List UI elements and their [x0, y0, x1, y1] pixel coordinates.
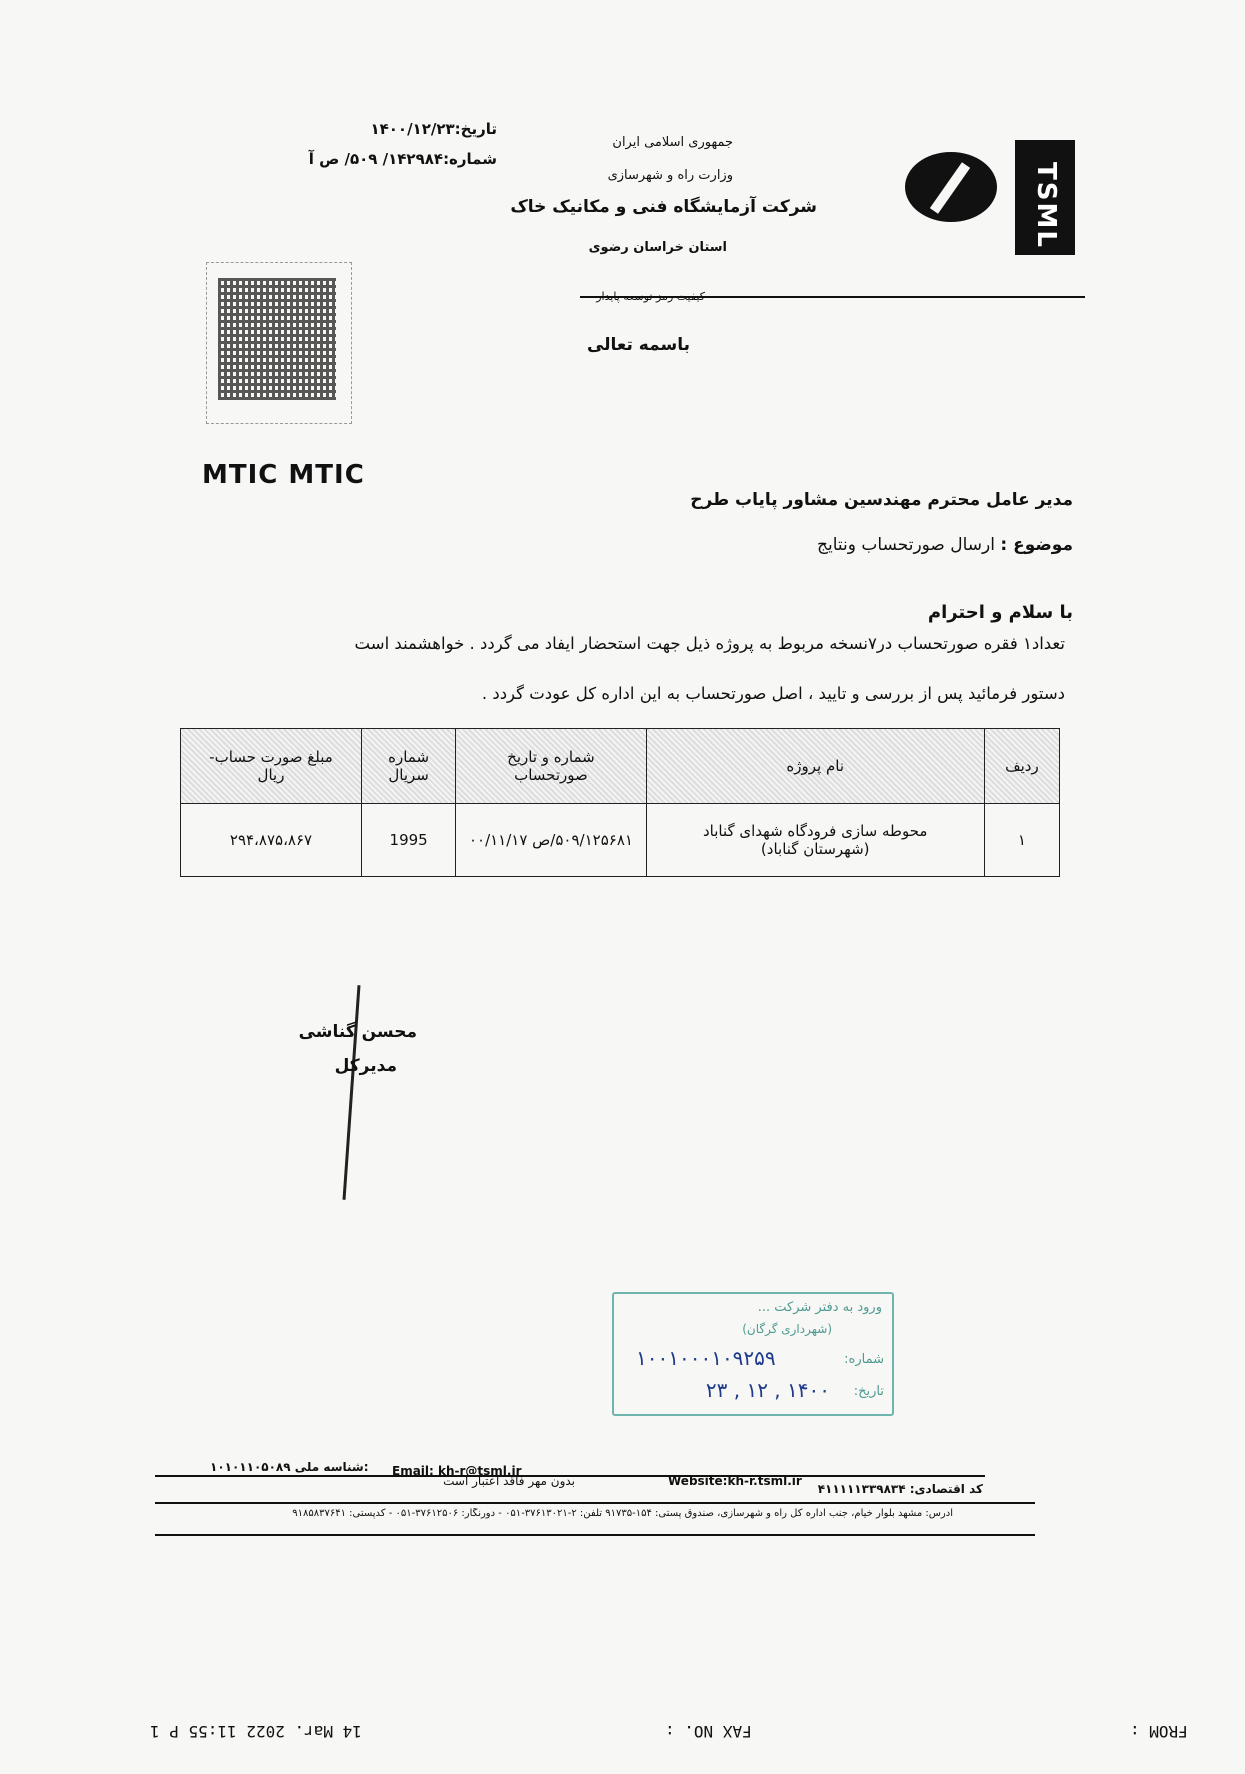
number-label: شماره: — [443, 150, 497, 168]
cell-invoice: ۵۰۹/۱۲۵۶۸۱/ص ۰۰/۱۱/۱۷ — [456, 804, 646, 877]
header-motto: کیفیت رمز توسعه پایدار — [596, 290, 705, 303]
date-label: تاریخ: — [454, 120, 497, 138]
stamp-number-value: ۱۰۰۱۰۰۰۱۰۹۲۵۹ — [636, 1346, 776, 1370]
stamp-number-label: شماره: — [844, 1352, 884, 1367]
fax-number: FAX NO. : — [665, 1722, 752, 1741]
header-serial-line1: شماره — [388, 748, 430, 766]
cell-row-number: ۱ — [984, 804, 1059, 877]
fax-from: FROM : — [1130, 1722, 1188, 1741]
header-amount-line2: ریال — [257, 766, 285, 784]
body-line-2: دستور فرمائید پس از بررسی و تایید ، اصل صورتحساب به این اداره کل عودت گردد . — [481, 684, 1065, 703]
company-emblem-icon — [905, 152, 997, 222]
table-row — [181, 804, 1060, 877]
tsml-logo-box — [1015, 140, 1075, 255]
national-id-label: شناسه ملی: — [294, 1460, 369, 1474]
qr-code-icon — [218, 278, 336, 400]
stamp-date-value: ۱۴۰۰ , ۱۲ , ۲۳ — [705, 1378, 830, 1402]
stamp-date-label: تاریخ: — [853, 1384, 884, 1399]
header-ministry: وزارت راه و شهرسازی — [607, 168, 733, 183]
project-name-line1: محوطه سازی فرودگاه شهدای گناباد — [702, 822, 928, 840]
body-line-1: تعداد۱ فقره صورتحساب در۷نسخه مربوط به پروژه ذیل جهت استحضار ایفاد می گردد . خواهشمند است — [354, 634, 1065, 653]
header-project-name: نام پروژه — [646, 729, 984, 804]
footer-divider-end — [155, 1534, 1035, 1536]
header-amount-line1: مبلغ صورت حساب- — [209, 748, 333, 766]
signer-name: محسن گناشی — [298, 1022, 417, 1042]
stamp-line-2: (شهرداری گرگان) — [742, 1322, 832, 1336]
subject-text: ارسال صورتحساب ونتایج — [817, 535, 995, 555]
addressee: مدیر عامل محترم مهندسین مشاور پایاب طرح — [690, 490, 1073, 510]
subject-line — [817, 535, 1073, 555]
receipt-stamp — [612, 1292, 894, 1416]
bismillah: باسمه تعالی — [586, 335, 690, 355]
footer-divider-bottom — [155, 1502, 1035, 1504]
stamp-line-1: ورود به دفتر شرکت ... — [757, 1300, 882, 1315]
header-serial-line2: سریال — [388, 766, 429, 784]
cell-serial: 1995 — [361, 804, 455, 877]
table-header-row — [181, 729, 1060, 804]
header-amount — [181, 729, 362, 804]
footer-national-id — [210, 1460, 369, 1474]
invoice-table — [180, 728, 1060, 877]
signature-stroke — [343, 985, 361, 1200]
cell-project-name — [646, 804, 984, 877]
fax-timestamp: 14 Mar. 2022 11:55 P 1 — [150, 1722, 362, 1741]
national-id-value: ۱۰۱۰۱۱۰۵۰۸۹ — [210, 1460, 291, 1474]
header-country: جمهوری اسلامی ایران — [612, 135, 733, 150]
header-invoice-number-date — [456, 729, 646, 804]
date-value: ۱۴۰۰/۱۲/۲۳ — [370, 120, 455, 138]
signer-title: مدیرکل — [334, 1056, 397, 1076]
letter-number — [309, 150, 497, 168]
letter-date — [370, 120, 497, 138]
header-invoice-line2: صورتحساب — [514, 766, 588, 784]
header-province: استان خراسان رضوی — [588, 240, 727, 255]
footer-address: آدرس: مشهد بلوار خیام، جنب اداره کل راه و شهرسازی، صندوق پستی: ۱۵۴-۹۱۷۳۵ تلفن: ۲-۳۷۶۱۳۰۲۱-۰۵۱ - دورنگار: ۳۷۶۱۲۵۰۶-۰۵۱ - کدپستی: ۹۱۸۵۸۳۷۶۴۱ — [292, 1508, 953, 1519]
cell-amount: ۲۹۴،۸۷۵،۸۶۷ — [181, 804, 362, 877]
header-invoice-line1: شماره و تاریخ — [507, 748, 595, 766]
number-value: ۱۴۲۹۸۴/ ۵۰۹/ ص آ — [308, 150, 444, 168]
footer-economic-code: کد اقتصادی: ۴۱۱۱۱۱۳۳۹۸۳۴ — [817, 1482, 983, 1496]
subject-label: موضوع : — [1000, 535, 1073, 555]
greeting: با سلام و احترام — [927, 602, 1073, 623]
tsml-logo-text: TSML — [1031, 162, 1061, 249]
project-name-line2: (شهرستان گناباد) — [760, 840, 870, 858]
footer-email: Email: kh-r@tsml.ir — [392, 1464, 522, 1478]
header-serial — [361, 729, 455, 804]
footer-website: Website:kh-r.tsml.ir — [668, 1474, 802, 1488]
certification-logos: MTIC MTIC — [202, 460, 365, 490]
header-row-number: ردیف — [984, 729, 1059, 804]
footer-seal-note: بدون مهر فاقد اعتبار است — [443, 1474, 575, 1488]
header-company: شرکت آزمایشگاه فنی و مکانیک خاک — [510, 197, 817, 217]
